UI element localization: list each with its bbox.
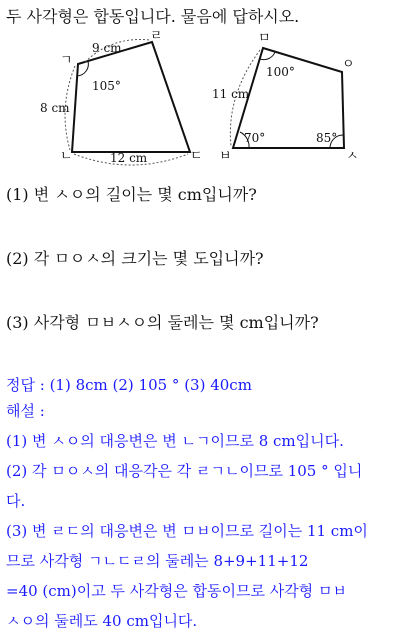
answer-summary: 정답 : (1) 8cm (2) 105 ° (3) 40cm (6, 376, 252, 394)
left-quad-shape (72, 42, 190, 152)
explanation-line: 다. (6, 492, 26, 510)
question-3: (3) 사각형 ㅁㅂㅅㅇ의 둘레는 몇 cm입니까? (6, 313, 319, 332)
explanation-line: (3) 변 ㄹㄷ의 대응변은 변 ㅁㅂ이므로 길이는 11 cm이 (6, 522, 368, 540)
explanation-line: (1) 변 ㅅㅇ의 대응변은 변 ㄴㄱ이므로 8 cm입니다. (6, 432, 344, 450)
vertex-digeut: ㄷ (190, 149, 203, 164)
vertex-mieum: ㅁ (258, 31, 271, 46)
vertex-siot: ㅅ (346, 149, 359, 164)
explanation-heading: 해설 : (6, 402, 45, 420)
left-angle-label: 105° (92, 79, 121, 93)
right-bl-angle-label: 70° (244, 131, 266, 145)
right-br-angle-label: 85° (316, 131, 338, 145)
explanation-line: ㅅㅇ의 둘레도 40 cm입니다. (6, 612, 198, 630)
vertex-rieul: ㄹ (150, 29, 163, 44)
question-2: (2) 각 ㅁㅇㅅ의 크기는 몇 도입니까? (6, 249, 264, 268)
vertex-ieung: ㅇ (342, 57, 355, 72)
explanation-line: =40 (cm)이고 두 사각형은 합동이므로 사각형 ㅁㅂ (6, 582, 347, 600)
explanation-line: 므로 사각형 ㄱㄴㄷㄹ의 둘레는 8+9+11+12 (6, 552, 309, 570)
vertex-nieun: ㄴ (60, 149, 73, 164)
left-left-side-label: 8 cm (40, 101, 70, 115)
left-quadrilateral (40, 29, 203, 165)
right-left-side-label: 11 cm (212, 87, 250, 101)
vertex-bieup: ㅂ (219, 149, 232, 164)
right-top-angle-label: 100° (266, 65, 295, 79)
question-1: (1) 변 ㅅㅇ의 길이는 몇 cm입니까? (6, 185, 257, 204)
left-top-side-label: 9 cm (92, 41, 122, 55)
vertex-giyeok: ㄱ (60, 53, 73, 68)
left-bottom-side-label: 12 cm (110, 151, 148, 165)
congruent-quadrilaterals-figure (0, 26, 400, 166)
instruction: 두 사각형은 합동입니다. 물음에 답하시오. (6, 7, 300, 26)
explanation-line: (2) 각 ㅁㅇㅅ의 대응각은 각 ㄹㄱㄴ이므로 105 ° 입니 (6, 462, 363, 480)
right-quadrilateral (212, 31, 359, 164)
